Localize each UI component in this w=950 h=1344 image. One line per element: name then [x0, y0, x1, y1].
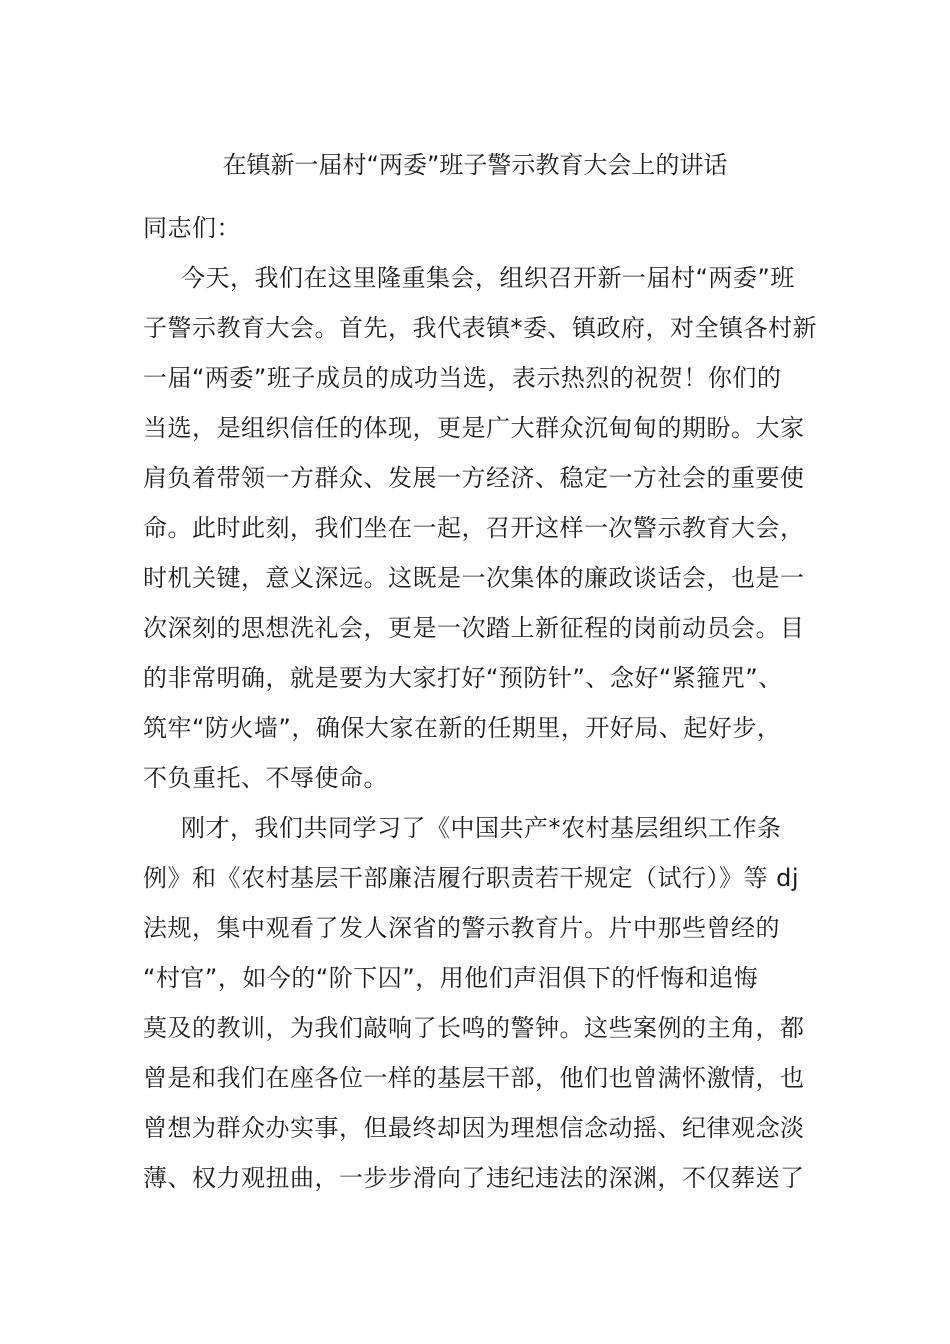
paragraph-line: 刚才，我们共同学习了《中国共产*农村基层组织工作条	[181, 814, 782, 842]
paragraph-line: 莫及的教训，为我们敲响了长鸣的警钟。这些案例的主角，都	[143, 1014, 805, 1042]
paragraph-line: 子警示教育大会。首先，我代表镇*委、镇政府，对全镇各村新	[143, 314, 817, 342]
paragraph-line: “村官”，如今的“阶下囚”，用他们声泪俱下的忏悔和追悔	[143, 964, 759, 992]
paragraph-line: 次深刻的思想洗礼会，更是一次踏上新征程的岗前动员会。目	[143, 614, 805, 642]
paragraph-line: 肩负着带领一方群众、发展一方经济、稳定一方社会的重要使	[143, 464, 805, 492]
paragraph-line: 一届“两委”班子成员的成功当选，表示热烈的祝贺！你们的	[143, 364, 782, 392]
paragraph-line: 薄、权力观扭曲，一步步滑向了违纪违法的深渊，不仅葬送了	[143, 1164, 805, 1192]
paragraph-line: 法规，集中观看了发人深省的警示教育片。片中那些曾经的	[143, 914, 780, 942]
salutation: 同志们：	[143, 214, 241, 242]
paragraph-line: 曾是和我们在座各位一样的基层干部，他们也曾满怀激情，也	[143, 1064, 805, 1092]
paragraph-line: 今天，我们在这里隆重集会，组织召开新一届村“两委”班	[181, 264, 795, 292]
paragraph-line: 筑牢“防火墙”，确保大家在新的任期里，开好局、起好步，	[143, 714, 782, 742]
paragraph-line: 的非常明确，就是要为大家打好“预防针”、念好“紧箍咒”、	[143, 664, 783, 692]
paragraph-line: 命。此时此刻，我们坐在一起，召开这样一次警示教育大会，	[143, 514, 805, 542]
paragraph-line: 曾想为群众办实事，但最终却因为理想信念动摇、纪律观念淡	[143, 1114, 805, 1142]
paragraph-line: 不负重托、不辱使命。	[143, 764, 388, 792]
paragraph-line: 时机关键，意义深远。这既是一次集体的廉政谈话会，也是一	[143, 564, 805, 592]
paragraph-line: 例》和《农村基层干部廉洁履行职责若干规定（试行）》等 dj	[143, 864, 800, 892]
document-title: 在镇新一届村“两委”班子警示教育大会上的讲话	[222, 151, 728, 179]
paragraph-line: 当选，是组织信任的体现，更是广大群众沉甸甸的期盼。大家	[143, 414, 805, 442]
